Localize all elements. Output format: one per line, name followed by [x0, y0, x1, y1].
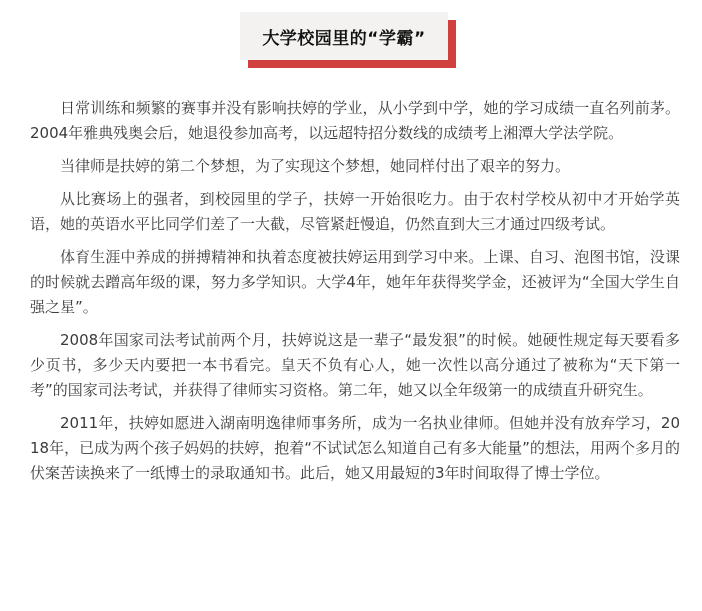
paragraph-4: 体育生涯中养成的拼搏精神和执着态度被扶婷运用到学习中来。上课、自习、泡图书馆，没课的时候就去蹭高年级的课，努力多学知识。大学4年，她年年获得奖学金，还被评为“全国大学生自强之星”。: [30, 248, 680, 316]
section-title: 大学校园里的“学霸”: [262, 28, 426, 49]
paragraph-6: 2011年，扶婷如愿进入湖南明逸律师事务所，成为一名执业律师。但她并没有放弃学习，2018年，已成为两个孩子妈妈的扶婷，抱着“不试试怎么知道自己有多大能量”的想法，用两个多月的伏案苦读换来了一纸博士的录取通知书。此后，她又用最短的3年时间取得了博士学位。: [30, 414, 680, 482]
section-title-banner: [240, 12, 456, 68]
paragraph-1: 日常训练和频繁的赛事并没有影响扶婷的学业，从小学到中学，她的学习成绩一直名列前茅。2004年雅典残奥会后，她退役参加高考，以远超特招分数线的成绩考上湘潭大学法学院。: [30, 99, 680, 142]
paragraph-3: 从比赛场上的强者，到校园里的学子，扶婷一开始很吃力。由于农村学校从初中才开始学英语，她的英语水平比同学们差了一大截，尽管紧赶慢追，仍然直到大三才通过四级考试。: [30, 190, 680, 233]
article-body: [30, 96, 680, 494]
title-box: [240, 12, 448, 60]
paragraph-2: 当律师是扶婷的第二个梦想，为了实现这个梦想，她同样付出了艰辛的努力。: [60, 157, 571, 175]
paragraph-5: 2008年国家司法考试前两个月，扶婷说这是一辈子“最发狠”的时候。她硬性规定每天要看多少页书，多少天内要把一本书看完。皇天不负有心人，她一次性以高分通过了被称为“天下第一考”的国家司法考试，并获得了律师实习资格。第二年，她又以全年级第一的成绩直升研究生。: [30, 331, 680, 399]
